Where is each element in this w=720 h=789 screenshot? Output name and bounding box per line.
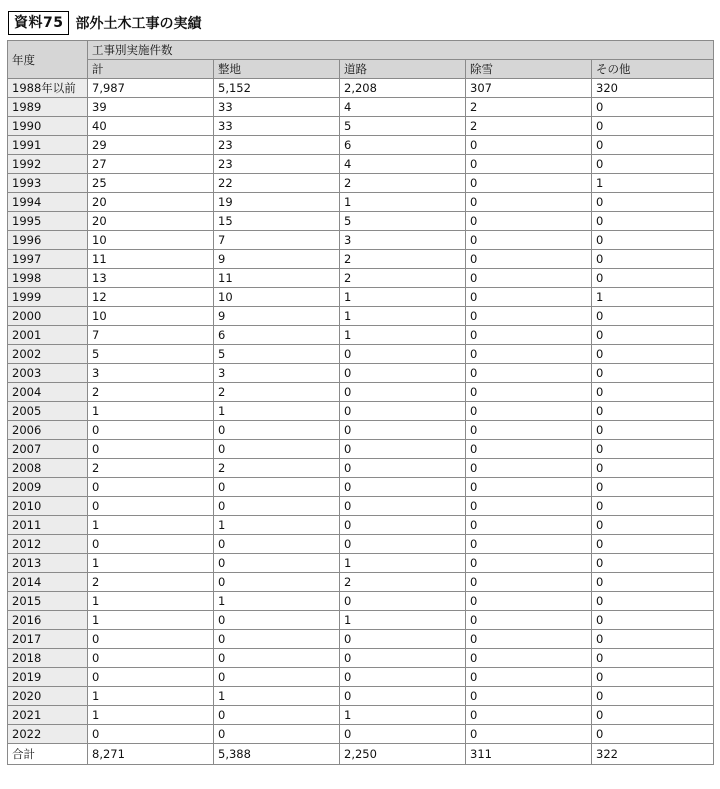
table-row	[8, 668, 714, 687]
table-cell: 0	[592, 402, 714, 421]
table-cell: 0	[466, 668, 592, 687]
table-cell: 0	[466, 231, 592, 250]
table-cell: 0	[214, 535, 340, 554]
table-cell: 10	[214, 288, 340, 307]
table-cell: 0	[214, 706, 340, 725]
table-cell: 2,208	[340, 79, 466, 98]
year-cell: 2015	[8, 592, 88, 611]
table-cell: 0	[214, 630, 340, 649]
year-cell: 1995	[8, 212, 88, 231]
table-cell: 0	[340, 497, 466, 516]
document-label: 資料75	[8, 11, 69, 35]
table-cell: 20	[88, 212, 214, 231]
table-cell: 29	[88, 136, 214, 155]
table-row	[8, 402, 714, 421]
year-cell: 2012	[8, 535, 88, 554]
table-row	[8, 630, 714, 649]
year-cell: 2003	[8, 364, 88, 383]
table-cell: 0	[214, 573, 340, 592]
table-cell: 1	[340, 307, 466, 326]
year-cell: 1991	[8, 136, 88, 155]
table-cell: 10	[88, 231, 214, 250]
table-cell: 2	[466, 98, 592, 117]
table-cell: 0	[214, 725, 340, 744]
table-cell: 3	[340, 231, 466, 250]
table-cell: 0	[466, 345, 592, 364]
table-cell: 0	[340, 725, 466, 744]
table-cell: 2	[214, 383, 340, 402]
year-cell: 2014	[8, 573, 88, 592]
table-row	[8, 212, 714, 231]
table-cell: 0	[592, 345, 714, 364]
table-cell: 2	[340, 269, 466, 288]
table-cell: 0	[466, 440, 592, 459]
year-cell: 2009	[8, 478, 88, 497]
year-cell: 2007	[8, 440, 88, 459]
table-cell: 2	[340, 174, 466, 193]
year-cell: 2010	[8, 497, 88, 516]
table-row	[8, 535, 714, 554]
table-row	[8, 98, 714, 117]
table-cell: 1	[214, 687, 340, 706]
table-row	[8, 687, 714, 706]
table-cell: 0	[214, 668, 340, 687]
table-cell: 0	[88, 725, 214, 744]
table-row	[8, 155, 714, 174]
table-cell: 0	[592, 421, 714, 440]
table-cell: 0	[466, 421, 592, 440]
year-cell: 2000	[8, 307, 88, 326]
year-cell: 2002	[8, 345, 88, 364]
table-cell: 25	[88, 174, 214, 193]
table-cell: 2	[88, 459, 214, 478]
column-header-grading: 整地	[214, 60, 340, 79]
table-cell: 0	[592, 212, 714, 231]
table-cell: 0	[466, 478, 592, 497]
table-cell: 0	[214, 649, 340, 668]
table-cell: 5,152	[214, 79, 340, 98]
table-cell: 9	[214, 307, 340, 326]
year-cell: 2005	[8, 402, 88, 421]
table-cell: 0	[466, 554, 592, 573]
table-cell: 2	[214, 459, 340, 478]
table-cell: 1	[592, 174, 714, 193]
table-cell: 0	[466, 326, 592, 345]
table-row	[8, 383, 714, 402]
table-cell: 0	[340, 649, 466, 668]
table-cell: 15	[214, 212, 340, 231]
table-cell: 19	[214, 193, 340, 212]
table-row	[8, 611, 714, 630]
table-cell: 0	[592, 364, 714, 383]
year-cell: 1990	[8, 117, 88, 136]
table-row	[8, 307, 714, 326]
table-row	[8, 288, 714, 307]
table-cell: 0	[466, 630, 592, 649]
table-cell: 0	[466, 592, 592, 611]
table-cell: 0	[592, 459, 714, 478]
year-cell: 1997	[8, 250, 88, 269]
table-row	[8, 459, 714, 478]
table-cell: 10	[88, 307, 214, 326]
table-cell: 1	[340, 554, 466, 573]
table-total-row	[8, 744, 714, 765]
year-cell: 2008	[8, 459, 88, 478]
table-cell: 0	[592, 269, 714, 288]
table-cell: 33	[214, 98, 340, 117]
year-cell: 2006	[8, 421, 88, 440]
table-cell: 0	[592, 725, 714, 744]
construction-results-table	[7, 40, 714, 765]
table-cell: 0	[340, 592, 466, 611]
table-cell: 307	[466, 79, 592, 98]
table-cell: 11	[88, 250, 214, 269]
table-row	[8, 250, 714, 269]
table-cell: 320	[592, 79, 714, 98]
table-cell: 6	[214, 326, 340, 345]
table-cell: 0	[592, 706, 714, 725]
table-cell: 0	[88, 440, 214, 459]
table-cell: 0	[592, 98, 714, 117]
table-header-row-columns	[8, 60, 714, 79]
table-cell: 2	[340, 573, 466, 592]
year-cell: 2011	[8, 516, 88, 535]
table-cell: 3	[88, 364, 214, 383]
table-cell: 0	[214, 440, 340, 459]
table-row	[8, 478, 714, 497]
table-cell: 0	[466, 649, 592, 668]
table-cell: 2	[466, 117, 592, 136]
table-cell: 7	[214, 231, 340, 250]
year-cell: 2013	[8, 554, 88, 573]
table-row	[8, 345, 714, 364]
table-cell: 12	[88, 288, 214, 307]
table-cell: 0	[340, 421, 466, 440]
table-cell: 0	[214, 421, 340, 440]
column-header-road: 道路	[340, 60, 466, 79]
table-cell: 0	[592, 611, 714, 630]
table-body	[8, 79, 714, 744]
total-cell: 2,250	[340, 744, 466, 765]
total-cell: 8,271	[88, 744, 214, 765]
table-row	[8, 231, 714, 250]
table-cell: 33	[214, 117, 340, 136]
table-cell: 23	[214, 155, 340, 174]
table-row	[8, 706, 714, 725]
table-cell: 0	[466, 516, 592, 535]
table-cell: 7,987	[88, 79, 214, 98]
table-cell: 0	[466, 212, 592, 231]
table-cell: 0	[592, 687, 714, 706]
table-cell: 22	[214, 174, 340, 193]
table-row	[8, 79, 714, 98]
table-cell: 0	[340, 516, 466, 535]
table-cell: 1	[340, 611, 466, 630]
table-cell: 0	[466, 497, 592, 516]
table-cell: 0	[340, 383, 466, 402]
year-cell: 2020	[8, 687, 88, 706]
table-cell: 0	[214, 478, 340, 497]
table-cell: 0	[340, 364, 466, 383]
table-cell: 1	[340, 706, 466, 725]
year-cell: 1994	[8, 193, 88, 212]
table-cell: 0	[466, 402, 592, 421]
table-cell: 27	[88, 155, 214, 174]
table-cell: 0	[214, 554, 340, 573]
table-cell: 0	[88, 630, 214, 649]
table-row	[8, 269, 714, 288]
table-cell: 0	[88, 478, 214, 497]
table-cell: 0	[466, 364, 592, 383]
year-cell: 2001	[8, 326, 88, 345]
table-cell: 0	[88, 535, 214, 554]
year-cell: 2004	[8, 383, 88, 402]
table-cell: 0	[340, 687, 466, 706]
year-cell: 1999	[8, 288, 88, 307]
table-cell: 0	[466, 136, 592, 155]
table-row	[8, 174, 714, 193]
table-cell: 2	[88, 383, 214, 402]
table-cell: 0	[592, 383, 714, 402]
table-cell: 0	[340, 630, 466, 649]
table-cell: 5	[214, 345, 340, 364]
table-cell: 0	[592, 516, 714, 535]
table-cell: 1	[214, 402, 340, 421]
table-row	[8, 421, 714, 440]
total-label-cell: 合計	[8, 744, 88, 765]
table-cell: 0	[466, 706, 592, 725]
table-cell: 0	[340, 478, 466, 497]
table-cell: 1	[340, 193, 466, 212]
table-cell: 0	[466, 174, 592, 193]
table-cell: 0	[340, 402, 466, 421]
table-cell: 1	[340, 326, 466, 345]
table-header-row-group	[8, 41, 714, 60]
table-cell: 1	[88, 402, 214, 421]
year-cell: 1992	[8, 155, 88, 174]
year-cell: 2017	[8, 630, 88, 649]
year-cell: 1996	[8, 231, 88, 250]
table-cell: 1	[88, 687, 214, 706]
table-cell: 0	[88, 497, 214, 516]
table-row	[8, 193, 714, 212]
table-cell: 0	[214, 611, 340, 630]
table-cell: 1	[88, 554, 214, 573]
total-cell: 322	[592, 744, 714, 765]
table-cell: 0	[466, 573, 592, 592]
table-cell: 7	[88, 326, 214, 345]
table-cell: 0	[466, 459, 592, 478]
table-row	[8, 554, 714, 573]
table-cell: 0	[340, 459, 466, 478]
column-header-total: 計	[88, 60, 214, 79]
table-cell: 39	[88, 98, 214, 117]
table-cell: 0	[592, 307, 714, 326]
table-cell: 6	[340, 136, 466, 155]
table-cell: 4	[340, 155, 466, 174]
table-row	[8, 725, 714, 744]
table-cell: 5	[340, 117, 466, 136]
table-cell: 0	[340, 440, 466, 459]
table-cell: 0	[466, 611, 592, 630]
table-cell: 0	[466, 269, 592, 288]
year-cell: 2019	[8, 668, 88, 687]
table-cell: 0	[592, 668, 714, 687]
table-cell: 0	[88, 649, 214, 668]
table-cell: 0	[340, 668, 466, 687]
table-cell: 0	[592, 573, 714, 592]
table-cell: 0	[592, 649, 714, 668]
table-cell: 11	[214, 269, 340, 288]
table-cell: 0	[340, 345, 466, 364]
table-cell: 0	[466, 250, 592, 269]
year-cell: 2021	[8, 706, 88, 725]
table-cell: 0	[592, 155, 714, 174]
table-row	[8, 497, 714, 516]
table-cell: 0	[592, 630, 714, 649]
table-cell: 40	[88, 117, 214, 136]
table-cell: 0	[466, 288, 592, 307]
table-cell: 0	[592, 554, 714, 573]
table-cell: 0	[592, 117, 714, 136]
table-cell: 1	[214, 516, 340, 535]
table-row	[8, 364, 714, 383]
table-cell: 1	[88, 516, 214, 535]
column-header-other: その他	[592, 60, 714, 79]
table-cell: 13	[88, 269, 214, 288]
table-cell: 1	[214, 592, 340, 611]
table-cell: 1	[592, 288, 714, 307]
year-column-header: 年度	[8, 41, 88, 79]
table-cell: 0	[88, 421, 214, 440]
table-cell: 0	[214, 497, 340, 516]
table-row	[8, 136, 714, 155]
year-cell: 2018	[8, 649, 88, 668]
table-cell: 1	[340, 288, 466, 307]
year-cell: 2016	[8, 611, 88, 630]
table-cell: 0	[466, 155, 592, 174]
table-cell: 0	[592, 592, 714, 611]
table-cell: 0	[592, 478, 714, 497]
table-cell: 0	[592, 136, 714, 155]
document-header	[8, 10, 201, 36]
table-row	[8, 592, 714, 611]
table-cell: 2	[340, 250, 466, 269]
table-cell: 9	[214, 250, 340, 269]
year-cell: 1993	[8, 174, 88, 193]
table-cell: 0	[466, 383, 592, 402]
group-column-header: 工事別実施件数	[88, 41, 714, 60]
table-row	[8, 649, 714, 668]
table-row	[8, 516, 714, 535]
table-cell: 1	[88, 706, 214, 725]
table-cell: 1	[88, 592, 214, 611]
table-cell: 0	[466, 193, 592, 212]
table-cell: 0	[592, 326, 714, 345]
table-cell: 1	[88, 611, 214, 630]
table-cell: 0	[592, 497, 714, 516]
total-cell: 5,388	[214, 744, 340, 765]
year-cell: 2022	[8, 725, 88, 744]
year-cell: 1988年以前	[8, 79, 88, 98]
table-cell: 2	[88, 573, 214, 592]
table-cell: 0	[592, 440, 714, 459]
table-cell: 0	[466, 307, 592, 326]
year-cell: 1998	[8, 269, 88, 288]
table-cell: 23	[214, 136, 340, 155]
year-cell: 1989	[8, 98, 88, 117]
table-cell: 0	[592, 535, 714, 554]
table-cell: 3	[214, 364, 340, 383]
table-cell: 0	[88, 668, 214, 687]
table-cell: 4	[340, 98, 466, 117]
table-cell: 0	[592, 193, 714, 212]
column-header-snow-removal: 除雪	[466, 60, 592, 79]
table-row	[8, 326, 714, 345]
table-cell: 0	[466, 725, 592, 744]
table-cell: 0	[340, 535, 466, 554]
table-cell: 5	[88, 345, 214, 364]
table-cell: 5	[340, 212, 466, 231]
table-row	[8, 440, 714, 459]
table-cell: 0	[592, 250, 714, 269]
document-title: 部外土木工事の実績	[75, 16, 202, 32]
table-row	[8, 117, 714, 136]
table-cell: 0	[466, 535, 592, 554]
table-cell: 0	[592, 231, 714, 250]
total-cell: 311	[466, 744, 592, 765]
table-cell: 0	[466, 687, 592, 706]
table-cell: 20	[88, 193, 214, 212]
table-row	[8, 573, 714, 592]
